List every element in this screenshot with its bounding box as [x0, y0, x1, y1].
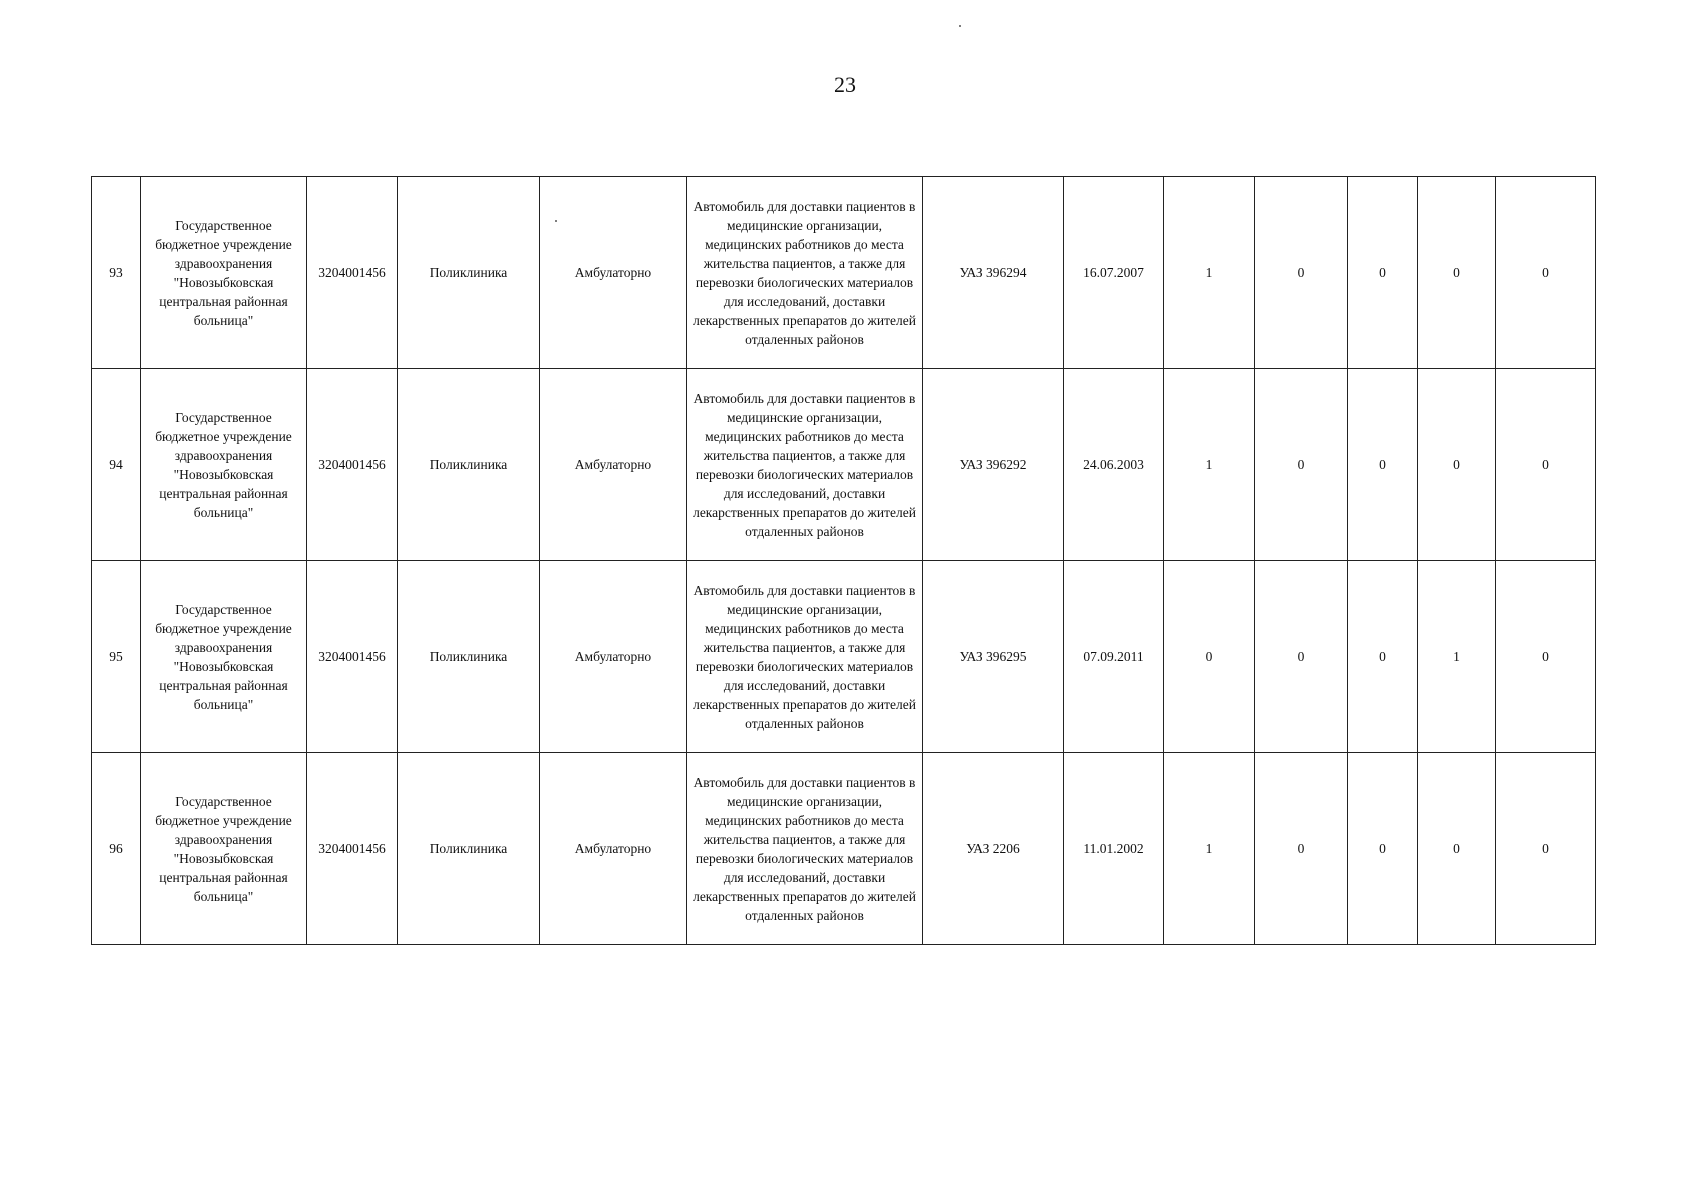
- count-col-2: 0: [1255, 177, 1348, 369]
- unit-name: Поликлиника: [398, 561, 540, 753]
- count-col-2: 0: [1255, 369, 1348, 561]
- vehicle-date: 24.06.2003: [1064, 369, 1164, 561]
- table-row: [92, 753, 1596, 945]
- row-number: 96: [92, 753, 141, 945]
- count-col-1: 1: [1164, 177, 1255, 369]
- vehicle-model: УАЗ 2206: [923, 753, 1064, 945]
- vehicle-date: 11.01.2002: [1064, 753, 1164, 945]
- organization-name: Государственное бюджетное учреждение здравоохранения "Новозыбковская центральная районная больница": [141, 177, 307, 369]
- care-mode: Амбулаторно: [540, 561, 687, 753]
- inn-value: 3204001456: [307, 369, 398, 561]
- count-col-2: 0: [1255, 561, 1348, 753]
- count-col-1: 0: [1164, 561, 1255, 753]
- unit-name: Поликлиника: [398, 177, 540, 369]
- vehicle-date: 16.07.2007: [1064, 177, 1164, 369]
- vehicle-model: УАЗ 396295: [923, 561, 1064, 753]
- vehicle-model: УАЗ 396292: [923, 369, 1064, 561]
- count-col-3: 0: [1348, 561, 1418, 753]
- row-number: 93: [92, 177, 141, 369]
- count-col-3: 0: [1348, 177, 1418, 369]
- vehicle-purpose: Автомобиль для доставки пациентов в медицинские организации, медицинских работников до места жительства пациентов, а также для перевозки биологических материалов для исследований, доставки лекарственных препаратов до жителей отдаленных районов: [687, 753, 923, 945]
- count-col-5: 0: [1496, 177, 1596, 369]
- count-col-5: 0: [1496, 753, 1596, 945]
- count-col-5: 0: [1496, 561, 1596, 753]
- unit-name: Поликлиника: [398, 753, 540, 945]
- count-col-2: 0: [1255, 753, 1348, 945]
- count-col-3: 0: [1348, 753, 1418, 945]
- vehicle-purpose: Автомобиль для доставки пациентов в медицинские организации, медицинских работников до места жительства пациентов, а также для перевозки биологических материалов для исследований, доставки лекарственных препаратов до жителей отдаленных районов: [687, 561, 923, 753]
- table-row: [92, 177, 1596, 369]
- table-row: [92, 561, 1596, 753]
- care-mode: Амбулаторно: [540, 753, 687, 945]
- organization-name: Государственное бюджетное учреждение здравоохранения "Новозыбковская центральная районная больница": [141, 369, 307, 561]
- count-col-1: 1: [1164, 753, 1255, 945]
- count-col-1: 1: [1164, 369, 1255, 561]
- scan-speck: [959, 25, 961, 27]
- table-row: [92, 369, 1596, 561]
- inn-value: 3204001456: [307, 753, 398, 945]
- care-mode: Амбулаторно: [540, 369, 687, 561]
- care-mode: Амбулаторно: [540, 177, 687, 369]
- count-col-4: 1: [1418, 561, 1496, 753]
- count-col-3: 0: [1348, 369, 1418, 561]
- unit-name: Поликлиника: [398, 369, 540, 561]
- count-col-4: 0: [1418, 369, 1496, 561]
- inn-value: 3204001456: [307, 561, 398, 753]
- organization-name: Государственное бюджетное учреждение здравоохранения "Новозыбковская центральная районная больница": [141, 561, 307, 753]
- vehicle-date: 07.09.2011: [1064, 561, 1164, 753]
- vehicle-purpose: Автомобиль для доставки пациентов в медицинские организации, медицинских работников до места жительства пациентов, а также для перевозки биологических материалов для исследований, доставки лекарственных препаратов до жителей отдаленных районов: [687, 177, 923, 369]
- vehicle-model: УАЗ 396294: [923, 177, 1064, 369]
- organization-name: Государственное бюджетное учреждение здравоохранения "Новозыбковская центральная районная больница": [141, 753, 307, 945]
- row-number: 94: [92, 369, 141, 561]
- vehicle-registry-table: [91, 176, 1596, 945]
- count-col-5: 0: [1496, 369, 1596, 561]
- count-col-4: 0: [1418, 177, 1496, 369]
- vehicle-purpose: Автомобиль для доставки пациентов в медицинские организации, медицинских работников до места жительства пациентов, а также для перевозки биологических материалов для исследований, доставки лекарственных препаратов до жителей отдаленных районов: [687, 369, 923, 561]
- row-number: 95: [92, 561, 141, 753]
- page-number: 23: [834, 72, 856, 97]
- count-col-4: 0: [1418, 753, 1496, 945]
- inn-value: 3204001456: [307, 177, 398, 369]
